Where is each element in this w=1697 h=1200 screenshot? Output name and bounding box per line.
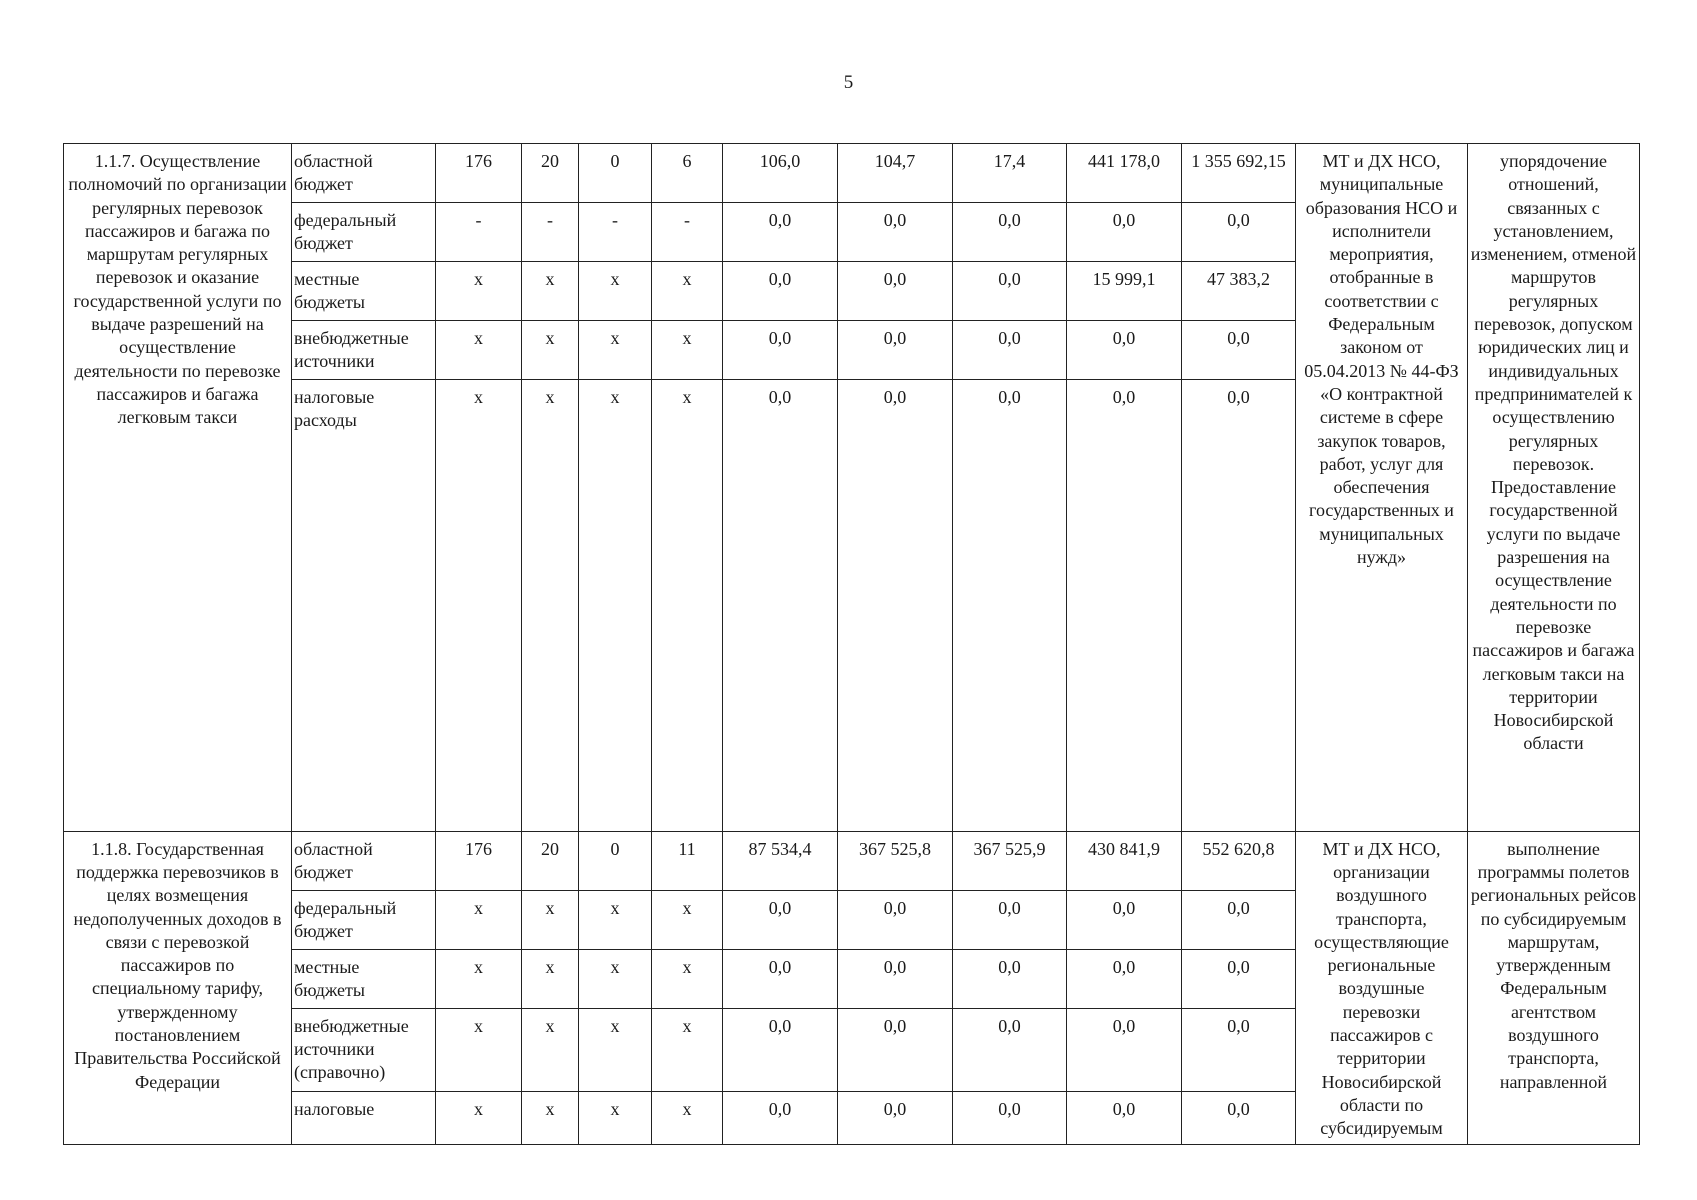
value-cell: 0,0	[838, 203, 953, 262]
value-cell: 0,0	[953, 949, 1067, 1008]
funding-source-cell: внебюджетные источники (справочно)	[292, 1008, 436, 1091]
value-cell: 0,0	[953, 1091, 1067, 1144]
value-cell: 17,4	[953, 144, 1067, 203]
code-cell: 20	[522, 831, 579, 890]
code-cell: 176	[436, 831, 522, 890]
value-cell: 0,0	[1067, 321, 1182, 380]
code-cell: -	[579, 203, 652, 262]
code-cell: x	[579, 321, 652, 380]
value-cell: 367 525,9	[953, 831, 1067, 890]
code-cell: x	[652, 1008, 723, 1091]
funding-source-cell: налоговые	[292, 1091, 436, 1144]
table-row	[64, 144, 1640, 203]
code-cell: x	[652, 949, 723, 1008]
funding-source-cell: налоговые расходы	[292, 380, 436, 831]
value-cell: 367 525,8	[838, 831, 953, 890]
value-cell: 0,0	[953, 890, 1067, 949]
value-cell: 0,0	[1182, 890, 1296, 949]
code-cell: 6	[652, 144, 723, 203]
value-cell: 0,0	[838, 890, 953, 949]
value-cell: 0,0	[838, 1091, 953, 1144]
value-cell: 0,0	[953, 203, 1067, 262]
code-cell: x	[436, 1008, 522, 1091]
value-cell: 0,0	[1182, 949, 1296, 1008]
value-cell: 0,0	[953, 380, 1067, 831]
value-cell: 87 534,4	[723, 831, 838, 890]
code-cell: x	[652, 380, 723, 831]
value-cell: 106,0	[723, 144, 838, 203]
measure-name-cell: 1.1.7. Осуществление полномочий по организации регулярных перевозок пассажиров и багажа по маршрутам регулярных перевозок и оказание государственной услуги по выдаче разрешений на осуществление деятельности по перевозке пассажиров и багажа легковым такси	[64, 144, 292, 832]
value-cell: 1 355 692,15	[1182, 144, 1296, 203]
value-cell: 0,0	[838, 949, 953, 1008]
value-cell: 0,0	[953, 1008, 1067, 1091]
funding-source-cell: областной бюджет	[292, 144, 436, 203]
code-cell: x	[436, 321, 522, 380]
code-cell: 11	[652, 831, 723, 890]
value-cell: 0,0	[723, 1008, 838, 1091]
executor-cell: МТ и ДХ НСО, организации воздушного транспорта, осуществляющие региональные воздушные перевозки пассажиров с территории Новосибирской области по субсидируемым	[1296, 831, 1468, 1144]
value-cell: 0,0	[838, 380, 953, 831]
value-cell: 0,0	[723, 949, 838, 1008]
code-cell: x	[522, 321, 579, 380]
funding-source-cell: федеральный бюджет	[292, 203, 436, 262]
value-cell: 15 999,1	[1067, 262, 1182, 321]
code-cell: x	[579, 949, 652, 1008]
expected-result-cell: выполнение программы полетов региональных рейсов по субсидируемым маршрутам, утвержденным Федеральным агентством воздушного транспорта, направленной	[1468, 831, 1640, 1144]
code-cell: x	[579, 262, 652, 321]
value-cell: 0,0	[723, 1091, 838, 1144]
measure-name-cell: 1.1.8. Государственная поддержка перевозчиков в целях возмещения недополученных доходов в связи с перевозкой пассажиров по специальному тарифу, утвержденному постановлением Правительства Российской Федерации	[64, 831, 292, 1144]
value-cell: 0,0	[953, 262, 1067, 321]
code-cell: x	[579, 1091, 652, 1144]
code-cell: 0	[579, 144, 652, 203]
code-cell: x	[652, 262, 723, 321]
code-cell: 176	[436, 144, 522, 203]
value-cell: 0,0	[838, 321, 953, 380]
code-cell: x	[522, 1091, 579, 1144]
code-cell: x	[436, 1091, 522, 1144]
code-cell: x	[652, 321, 723, 380]
value-cell: 0,0	[1182, 380, 1296, 831]
code-cell: 20	[522, 144, 579, 203]
code-cell: x	[436, 380, 522, 831]
expected-result-cell: упорядочение отношений, связанных с установлением, изменением, отменой маршрутов регулярных перевозок, допуском юридических лиц и индивидуальных предпринимателей к осуществлению регулярных перевозок. Предоставление государственной услуги по выдаче разрешения на осуществление деятельности по перевозке пассажиров и багажа легковым такси на территории Новосибирской области	[1468, 144, 1640, 832]
code-cell: x	[522, 890, 579, 949]
funding-source-cell: местные бюджеты	[292, 262, 436, 321]
value-cell: 0,0	[723, 203, 838, 262]
value-cell: 0,0	[723, 890, 838, 949]
value-cell: 0,0	[1067, 380, 1182, 831]
value-cell: 0,0	[953, 321, 1067, 380]
value-cell: 0,0	[1067, 949, 1182, 1008]
value-cell: 430 841,9	[1067, 831, 1182, 890]
value-cell: 0,0	[1182, 321, 1296, 380]
code-cell: x	[579, 1008, 652, 1091]
value-cell: 0,0	[1067, 1091, 1182, 1144]
code-cell: -	[522, 203, 579, 262]
value-cell: 0,0	[723, 380, 838, 831]
code-cell: x	[579, 380, 652, 831]
page-number: 5	[843, 72, 854, 93]
value-cell: 0,0	[723, 262, 838, 321]
value-cell: 552 620,8	[1182, 831, 1296, 890]
code-cell: 0	[579, 831, 652, 890]
code-cell: x	[652, 1091, 723, 1144]
table-row	[64, 831, 1640, 890]
code-cell: x	[436, 949, 522, 1008]
value-cell: 441 178,0	[1067, 144, 1182, 203]
funding-source-cell: областной бюджет	[292, 831, 436, 890]
value-cell: 0,0	[1067, 1008, 1182, 1091]
value-cell: 0,0	[1182, 1091, 1296, 1144]
code-cell: x	[522, 262, 579, 321]
code-cell: x	[436, 890, 522, 949]
code-cell: x	[522, 1008, 579, 1091]
code-cell: x	[436, 262, 522, 321]
funding-source-cell: местные бюджеты	[292, 949, 436, 1008]
executor-cell: МТ и ДХ НСО, муниципальные образования НСО и исполнители мероприятия, отобранные в соответствии с Федеральным законом от 05.04.2013 № 44-ФЗ «О контрактной системе в сфере закупок товаров, работ, услуг для обеспечения государственных и муниципальных нужд»	[1296, 144, 1468, 832]
value-cell: 0,0	[1182, 203, 1296, 262]
value-cell: 47 383,2	[1182, 262, 1296, 321]
code-cell: -	[652, 203, 723, 262]
code-cell: x	[652, 890, 723, 949]
value-cell: 0,0	[1182, 1008, 1296, 1091]
value-cell: 104,7	[838, 144, 953, 203]
value-cell: 0,0	[1067, 203, 1182, 262]
funding-source-cell: внебюджетные источники	[292, 321, 436, 380]
code-cell: x	[522, 949, 579, 1008]
code-cell: -	[436, 203, 522, 262]
value-cell: 0,0	[838, 262, 953, 321]
program-measures-table	[63, 143, 1640, 1145]
value-cell: 0,0	[838, 1008, 953, 1091]
code-cell: x	[579, 890, 652, 949]
funding-source-cell: федеральный бюджет	[292, 890, 436, 949]
code-cell: x	[522, 380, 579, 831]
value-cell: 0,0	[723, 321, 838, 380]
value-cell: 0,0	[1067, 890, 1182, 949]
